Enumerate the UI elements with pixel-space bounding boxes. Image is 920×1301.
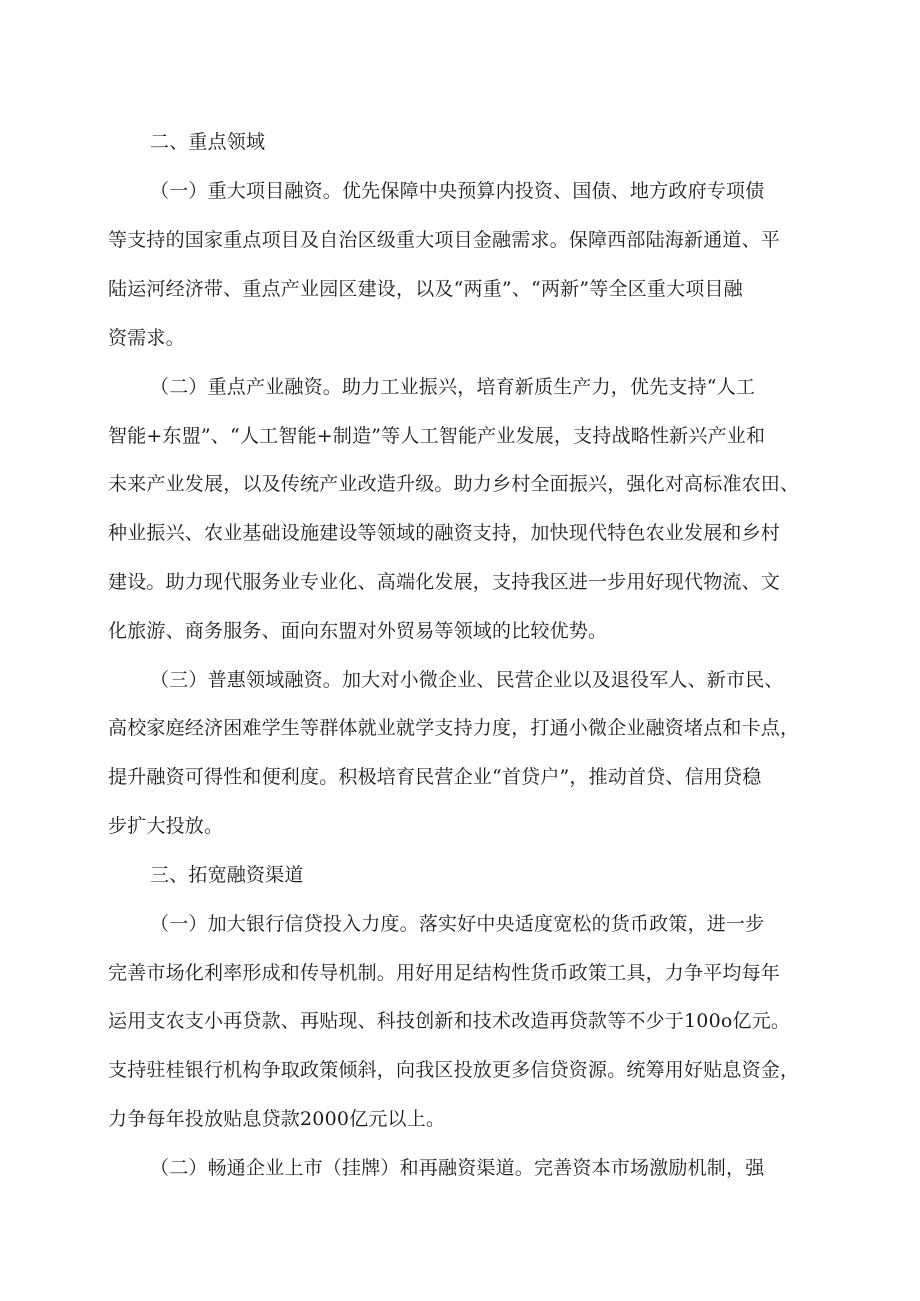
paragraph-line: 未来产业发展，以及传统产业改造升级。助力乡村全面振兴，强化对高标准农田、 xyxy=(108,473,800,495)
paragraph-line: 运用支农支小再贷款、再贴现、科技创新和技术改造再贷款等不少于100o亿元。 xyxy=(108,1010,791,1032)
paragraph-line: 步扩大投放。 xyxy=(108,815,224,837)
paragraph-line: 智能+东盟”、“人工智能+制造”等人工智能产业发展，支持战略性新兴产业和 xyxy=(108,425,766,447)
paragraph-line: 等支持的国家重点项目及自治区级重大项目金融需求。保障西部陆海新通道、平 xyxy=(108,229,781,251)
section-heading-financing-channels: 三、拓宽融资渠道 xyxy=(150,864,304,886)
paragraph-line: （三）普惠领域融资。加大对小微企业、民营企业以及退役军人、新市民、 xyxy=(150,669,784,691)
paragraph-line: 化旅游、商务服务、面向东盟对外贸易等领域的比较优势。 xyxy=(108,620,608,642)
paragraph-line: 种业振兴、农业基础设施建设等领域的融资支持，加快现代特色农业发展和乡村 xyxy=(108,522,781,544)
paragraph-line: （一）重大项目融资。优先保障中央预算内投资、国债、地方政府专项债 xyxy=(150,180,765,202)
paragraph-line: 资需求。 xyxy=(108,327,185,349)
paragraph-line: （二）重点产业融资。助力工业振兴，培育新质生产力，优先支持“人工 xyxy=(150,376,756,398)
paragraph-line: （一）加大银行信贷投入力度。落实好中央适度宽松的货币政策，进一步 xyxy=(150,913,765,935)
paragraph-line: 提升融资可得性和便利度。积极培育民营企业“首贷户”，推动首贷、信用贷稳 xyxy=(108,766,762,788)
paragraph-line: 力争每年投放贴息贷款2000亿元以上。 xyxy=(108,1108,446,1130)
paragraph-line: 陆运河经济带、重点产业园区建设，以及“两重”、“两新”等全区重大项目融 xyxy=(108,278,743,300)
paragraph-line: 高校家庭经济困难学生等群体就业就学支持力度，打通小微企业融资堵点和卡点， xyxy=(108,717,800,739)
paragraph-line: 建设。助力现代服务业专业化、高端化发展，支持我区进一步用好现代物流、文 xyxy=(108,571,781,593)
paragraph-line: 支持驻桂银行机构争取政策倾斜，向我区投放更多信贷资源。统筹用好贴息资金， xyxy=(108,1059,800,1081)
paragraph-line: （二）畅通企业上市（挂牌）和再融资渠道。完善资本市场激励机制，强 xyxy=(150,1157,765,1179)
paragraph-line: 完善市场化利率形成和传导机制。用好用足结构性货币政策工具，力争平均每年 xyxy=(108,962,781,984)
section-heading-key-areas: 二、重点领域 xyxy=(150,131,266,153)
